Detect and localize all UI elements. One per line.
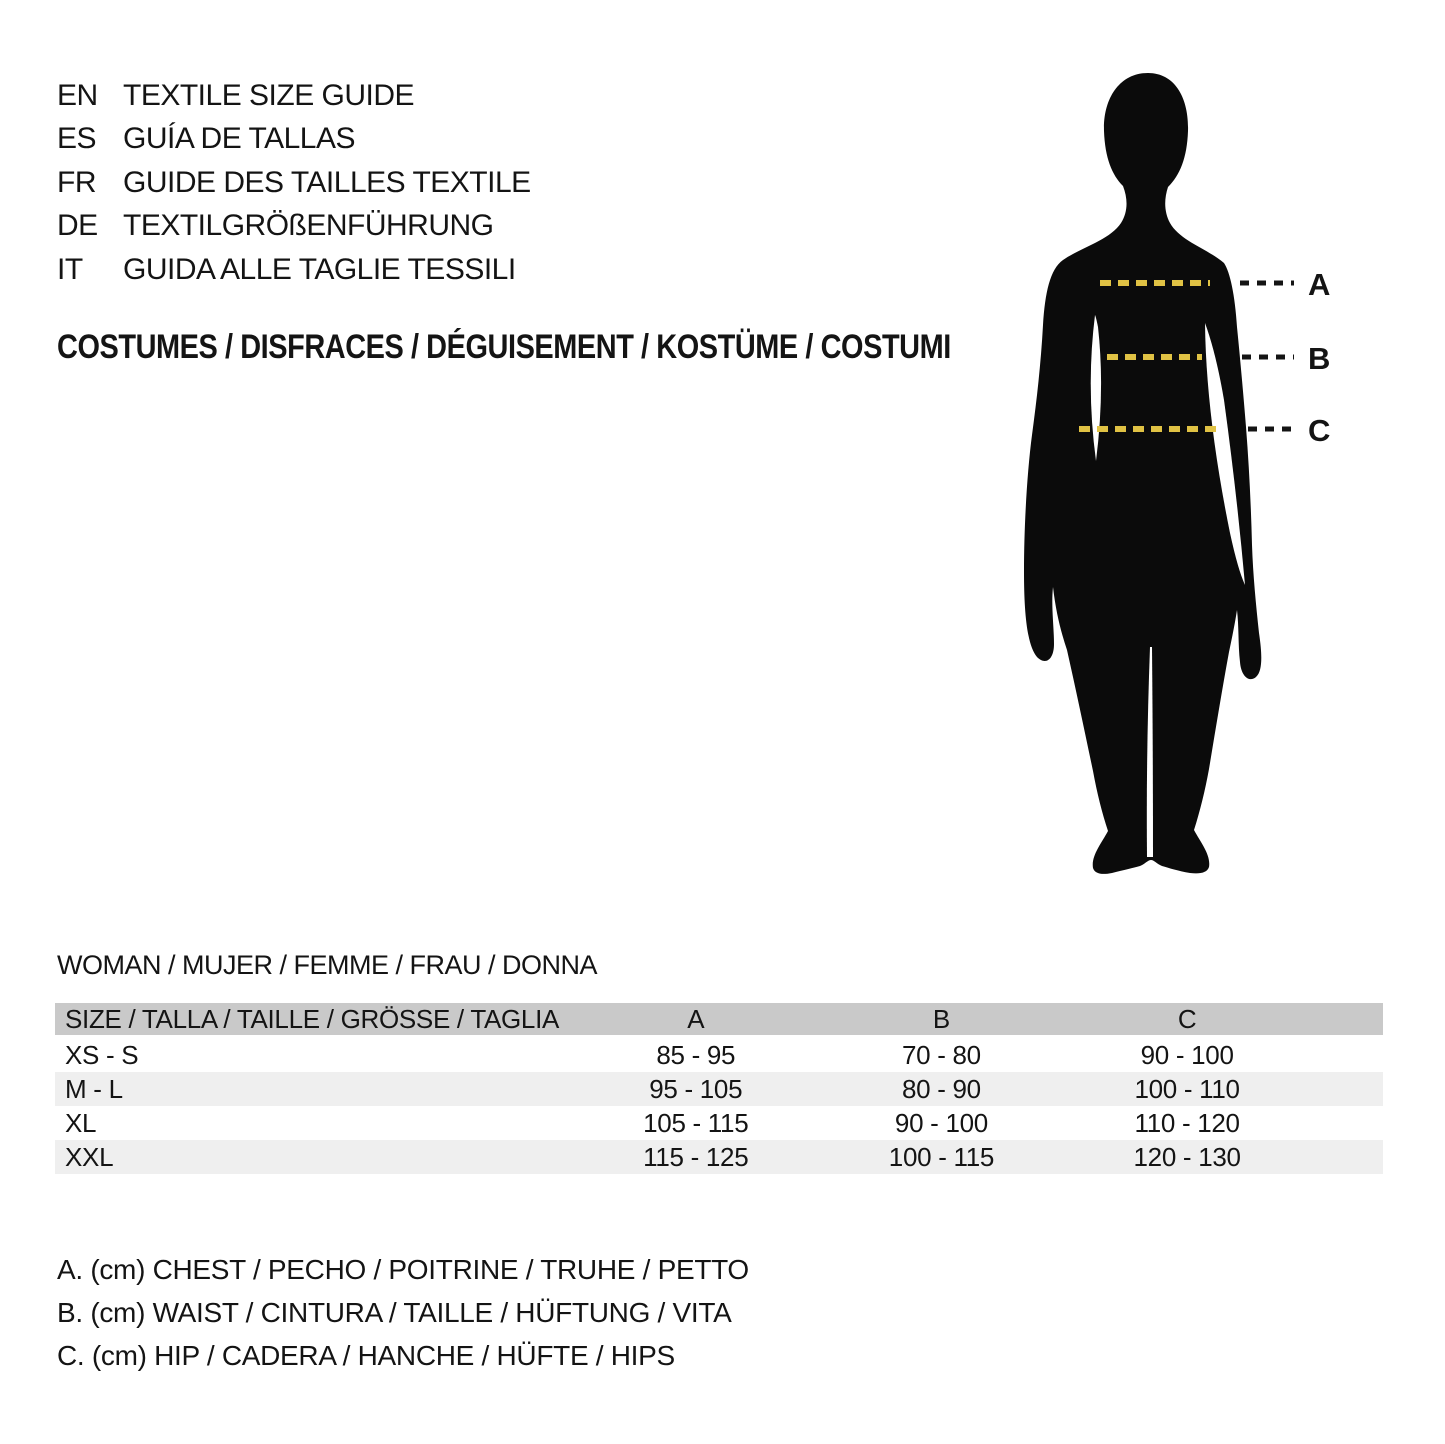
language-title: TEXTILGRÖßENFÜHRUNG (123, 209, 494, 243)
measurement-figure (1000, 65, 1360, 885)
category-heading: COSTUMES / DISFRACES / DÉGUISEMENT / KOSTÜME / COSTUMI (57, 328, 951, 366)
language-title: GUIDA ALLE TAGLIE TESSILI (123, 252, 516, 286)
table-row-xxl (55, 1140, 1383, 1174)
section-heading: WOMAN / MUJER / FEMME / FRAU / DONNA (57, 950, 597, 980)
header-b: B (819, 1003, 1065, 1037)
c-cell: 90 - 100 (1140, 1039, 1234, 1070)
legend-hip: C. (cm) HIP / CADERA / HANCHE / HÜFTE / HIPS (57, 1339, 675, 1371)
measure-legend (57, 1248, 749, 1377)
a-cell: 115 - 125 (643, 1141, 749, 1172)
size-cell: XL (65, 1107, 97, 1138)
language-title: TEXTILE SIZE GUIDE (123, 78, 415, 112)
table-row-m-l (55, 1072, 1383, 1106)
size-table-header-row (55, 1003, 1383, 1037)
size-cell: XS - S (65, 1039, 139, 1070)
language-code: DE (57, 209, 98, 243)
size-cell: XXL (65, 1141, 114, 1172)
language-row-de (57, 205, 531, 249)
language-code: IT (57, 252, 83, 286)
language-title: GUÍA DE TALLAS (123, 122, 355, 156)
b-cell: 100 - 115 (888, 1141, 995, 1172)
size-cell: M - L (65, 1073, 123, 1104)
b-cell: 70 - 80 (902, 1039, 981, 1070)
waist-label: B (1308, 341, 1331, 376)
language-row-fr (57, 161, 531, 205)
language-code: FR (57, 165, 96, 199)
chest-label: A (1308, 267, 1331, 302)
header-a: A (573, 1003, 819, 1037)
a-cell: 85 - 95 (656, 1039, 736, 1070)
a-cell: 95 - 105 (649, 1073, 743, 1104)
c-cell: 110 - 120 (1134, 1107, 1240, 1138)
table-row-xl (55, 1106, 1383, 1140)
header-c: C (1064, 1003, 1310, 1037)
language-title: GUIDE DES TAILLES TEXTILE (123, 165, 531, 199)
legend-waist: B. (cm) WAIST / CINTURA / TAILLE / HÜFTUNG / VITA (57, 1296, 732, 1328)
language-code: ES (57, 122, 97, 156)
header-size: SIZE / TALLA / TAILLE / GRÖSSE / TAGLIA (55, 1003, 573, 1037)
size-table (55, 1003, 1383, 1174)
table-row-xs-s (55, 1037, 1383, 1073)
language-row-en (57, 74, 531, 118)
language-title-list (57, 74, 531, 292)
hip-label: C (1308, 413, 1331, 448)
language-row-es (57, 118, 531, 162)
c-cell: 120 - 130 (1133, 1141, 1241, 1172)
language-code: EN (57, 78, 98, 112)
legend-chest: A. (cm) CHEST / PECHO / POITRINE / TRUHE / PETTO (57, 1253, 749, 1285)
b-cell: 80 - 90 (902, 1073, 981, 1104)
woman-silhouette-diagram (1000, 65, 1360, 885)
b-cell: 90 - 100 (894, 1107, 988, 1138)
c-cell: 100 - 110 (1134, 1073, 1240, 1104)
language-row-it (57, 248, 531, 292)
a-cell: 105 - 115 (643, 1107, 749, 1138)
